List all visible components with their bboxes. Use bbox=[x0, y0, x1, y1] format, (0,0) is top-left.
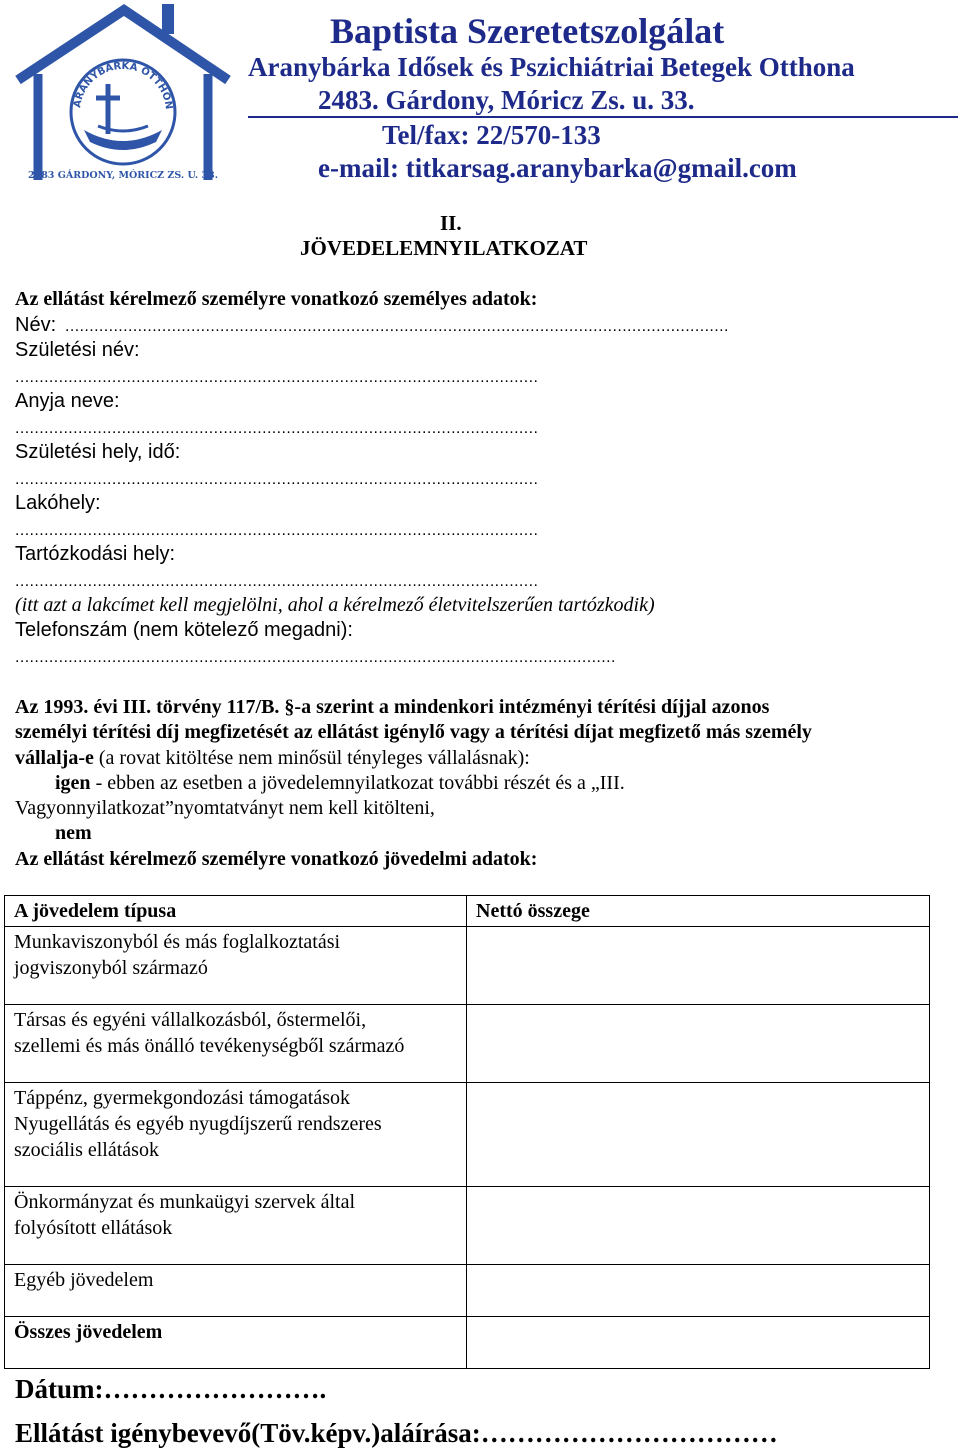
income-type-cell bbox=[5, 1005, 467, 1083]
income-type-line: Táppénz, gyermekgondozási támogatások bbox=[14, 1087, 350, 1109]
signature-line[interactable] bbox=[15, 1418, 778, 1449]
law-no-option[interactable]: nem bbox=[55, 822, 92, 844]
birth-name-label: Születési név: bbox=[15, 339, 140, 361]
logo-arc-text: ARANYBÁRKA OTTHON bbox=[72, 60, 175, 111]
date-label: Dátum: bbox=[15, 1374, 104, 1404]
birth-place-field-dots[interactable]: ............................................................................................................ bbox=[15, 471, 539, 488]
aranybarka-logo bbox=[12, 2, 234, 188]
home-name: Aranybárka Idősek és Pszichiátriai Betegek Otthona bbox=[248, 52, 855, 82]
net-amount-cell[interactable] bbox=[467, 1187, 930, 1265]
signature-dots: …………………………… bbox=[480, 1418, 778, 1448]
name-field-dots[interactable]: ......................................................................................................................................... bbox=[65, 318, 729, 335]
birth-place-label: Születési hely, idő: bbox=[15, 441, 181, 463]
net-amount-cell[interactable] bbox=[467, 927, 930, 1005]
phone-label: Telefonszám (nem kötelező megadni): bbox=[15, 619, 353, 641]
table-row bbox=[5, 1083, 930, 1187]
stay-label: Tartózkodási hely: bbox=[15, 543, 176, 565]
org-name: Baptista Szeretetszolgálat bbox=[330, 11, 725, 51]
header-phone: Tel/fax: 22/570-133 bbox=[382, 120, 601, 150]
income-type-line: folyósított ellátások bbox=[14, 1217, 173, 1239]
law-line-2: személyi térítési díj megfizetését az ellátást igénylő vagy a térítési díjat megfizető más személy bbox=[15, 721, 812, 743]
income-type-line: Társas és egyéni vállalkozásból, őstermelői, bbox=[14, 1009, 367, 1031]
phone-field-dots[interactable]: ............................................................................................................................ bbox=[15, 649, 616, 666]
personal-heading: Az ellátást kérelmező személyre vonatkozó személyes adatok: bbox=[15, 288, 538, 310]
table-row bbox=[5, 927, 930, 1005]
table-row bbox=[5, 1005, 930, 1083]
col-header-net: Nettó összege bbox=[467, 896, 930, 927]
header-email: e-mail: titkarsag.aranybarka@gmail.com bbox=[318, 153, 797, 183]
doc-number: II. bbox=[440, 211, 462, 235]
table-row bbox=[5, 1187, 930, 1265]
table-total-row bbox=[5, 1317, 930, 1369]
income-type-line: szellemi és más önálló tevékenységből származó bbox=[14, 1035, 405, 1057]
yes-option-text: - ebben az esetben a jövedelemnyilatkozat további részét és a „III. bbox=[90, 772, 625, 794]
income-type-line: Munkaviszonyból és más foglalkoztatási bbox=[14, 931, 341, 953]
total-amount-cell[interactable] bbox=[467, 1317, 930, 1369]
name-label: Név: bbox=[15, 314, 57, 336]
income-type-cell bbox=[5, 927, 467, 1005]
income-type-line: Egyéb jövedelem bbox=[14, 1269, 154, 1291]
residence-label: Lakóhely: bbox=[15, 492, 101, 514]
date-dots: ……………………. bbox=[103, 1374, 327, 1404]
table-row bbox=[5, 1265, 930, 1317]
birth-name-field-dots[interactable]: ............................................................................................................ bbox=[15, 369, 539, 386]
net-amount-cell[interactable] bbox=[467, 1265, 930, 1317]
mother-name-label: Anyja neve: bbox=[15, 390, 120, 412]
income-type-cell bbox=[5, 1265, 467, 1317]
income-table bbox=[4, 895, 930, 1369]
date-line[interactable] bbox=[15, 1374, 326, 1405]
stay-field-dots[interactable]: ............................................................................................................ bbox=[15, 573, 539, 590]
total-income-label: Összes jövedelem bbox=[5, 1317, 467, 1369]
net-amount-cell[interactable] bbox=[467, 1083, 930, 1187]
doc-title: JÖVEDELEMNYILATKOZAT bbox=[300, 236, 588, 260]
law-yes-option[interactable] bbox=[55, 772, 625, 795]
income-type-line: jogviszonyból származó bbox=[14, 957, 208, 979]
signature-label: Ellátást igénybevevő(Töv.képv.)aláírása: bbox=[15, 1418, 481, 1448]
law-line-5: Vagyonnyilatkozat”nyomtatványt nem kell kitölteni, bbox=[15, 797, 435, 819]
income-heading: Az ellátást kérelmező személyre vonatkozó jövedelmi adatok: bbox=[15, 848, 538, 870]
residence-field-dots[interactable]: ............................................................................................................ bbox=[15, 522, 539, 539]
home-address: 2483. Gárdony, Móricz Zs. u. 33. bbox=[318, 85, 695, 115]
law-line-3-rest: (a rovat kitöltése nem minősül tényleges vállalásnak): bbox=[93, 747, 530, 769]
income-type-cell bbox=[5, 1083, 467, 1187]
mother-name-field-dots[interactable]: ............................................................................................................ bbox=[15, 420, 539, 437]
income-type-line: Önkormányzat és munkaügyi szervek által bbox=[14, 1191, 355, 1213]
col-header-type: A jövedelem típusa bbox=[5, 896, 467, 927]
income-type-line: Nyugellátás és egyéb nyugdíjszerű rendszeres bbox=[14, 1113, 382, 1135]
income-type-cell bbox=[5, 1187, 467, 1265]
income-type-line: szociális ellátások bbox=[14, 1139, 159, 1161]
law-line-3 bbox=[15, 747, 530, 770]
header-rule bbox=[248, 116, 958, 118]
law-line-3-bold: vállalja-e bbox=[15, 747, 94, 769]
yes-option-label: igen bbox=[55, 772, 91, 794]
residence-note: (itt azt a lakcímet kell megjelölni, ahol a kérelmező életvitelszerűen tartózkodik) bbox=[15, 594, 655, 616]
table-header-row bbox=[5, 896, 930, 927]
logo-bottom-text: 2483 GÁRDONY, MÓRICZ ZS. U. 33. bbox=[27, 170, 219, 181]
law-line-1: Az 1993. évi III. törvény 117/B. §-a szerint a mindenkori intézményi térítési díjjal azonos bbox=[15, 696, 770, 718]
net-amount-cell[interactable] bbox=[467, 1005, 930, 1083]
